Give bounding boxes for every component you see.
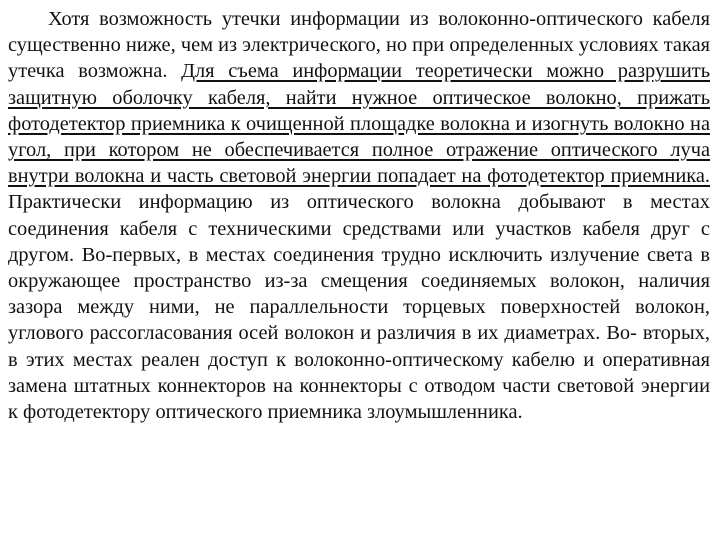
body-paragraph: [8, 6, 710, 425]
text-segment-underlined: Для съема информации теоретически можно разрушить защитную оболочку кабеля, найти нужное оптическое волокно, прижать фотодетектор приемника к очищенной площадке волокна и изогнуть волокно на угол, при котором не обеспечивается полное отражение оптического луча внутри волокна и часть световой энергии попадает на фотодетектор приемника.: [8, 60, 710, 188]
text-segment-intro: Хотя возможность утечки информации из волоконно-оптического кабеля существенно ниже, чем из электрического, но при определенных условиях такая утечка возможна.: [8, 8, 710, 83]
text-segment-continuation: Практически информацию из оптического волокна добывают в местах соединения кабеля с техническими средствами или участков кабеля друг с другом. Во-первых, в местах соединения трудно исключить излучение света в окружающее пространство из-за смещения соединяемых волокон, наличия зазора между ними, не параллельности торцевых поверхностей волокон, углового рассогласования осей волокон и различия в их диаметрах. Во- вторых, в этих местах реален доступ к волоконно-оптическому кабелю и оперативная замена штатных коннекторов на коннекторы с отводом части световой энергии к фотодетектору оптического приемника злоумышленника.: [8, 191, 710, 424]
